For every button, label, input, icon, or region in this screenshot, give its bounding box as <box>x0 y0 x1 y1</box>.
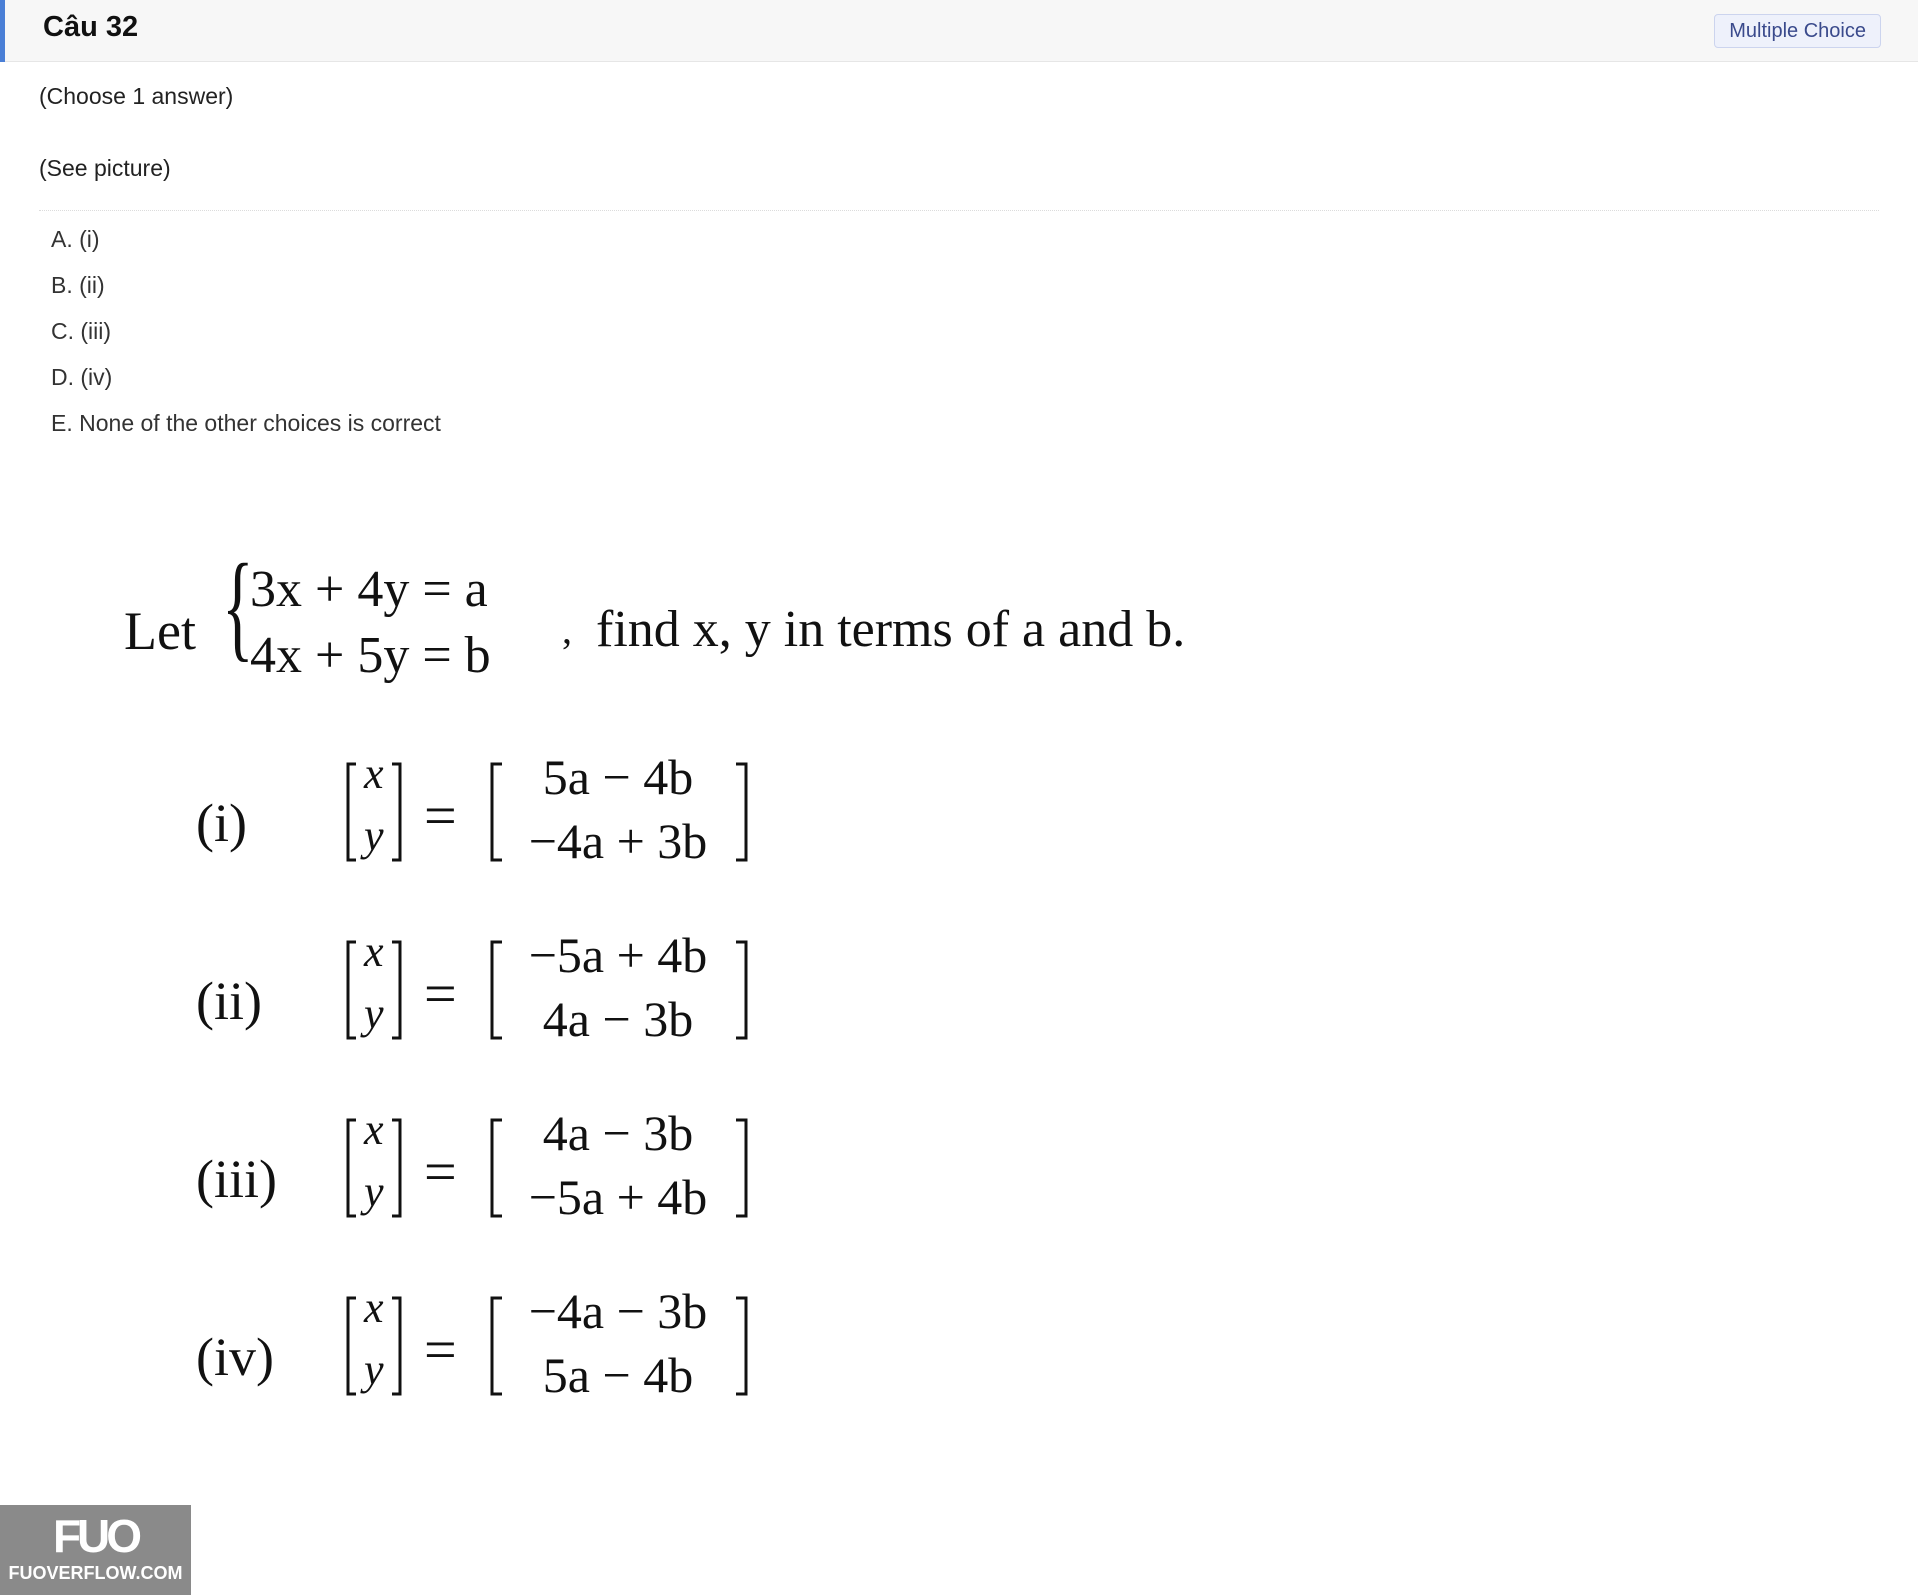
choice-iii <box>196 1105 896 1226</box>
choice-ii <box>196 927 896 1048</box>
lhs-y: y <box>364 811 384 860</box>
rhs-top-entry: −4a − 3b <box>528 1283 708 1339</box>
rhs-bottom-entry: −4a + 3b <box>528 813 708 869</box>
equals-sign: = <box>424 1139 457 1204</box>
option-b[interactable]: B. (ii) <box>51 272 105 298</box>
equals-sign: = <box>424 783 457 848</box>
question-title: Câu 32 <box>43 11 139 43</box>
let-text: Let <box>124 601 196 661</box>
lhs-x: x <box>364 927 384 976</box>
lhs-y: y <box>364 1167 384 1216</box>
lhs-y: y <box>364 1345 384 1394</box>
option-a[interactable]: A. (i) <box>51 226 100 252</box>
lhs-x: x <box>364 1105 384 1154</box>
rhs-top-entry: 5a − 4b <box>542 749 694 805</box>
system-brace: { <box>222 539 254 672</box>
equals-sign: = <box>424 1317 457 1382</box>
lhs-y: y <box>364 989 384 1038</box>
watermark-site-text: FUOVERFLOW.COM <box>8 1563 183 1583</box>
divider <box>39 210 1879 211</box>
rhs-top-entry: −5a + 4b <box>528 927 708 983</box>
question-type-badge: Multiple Choice <box>1714 14 1881 48</box>
choice-roman: (iii) <box>196 1149 277 1209</box>
rhs-bottom-entry: 5a − 4b <box>542 1347 694 1403</box>
watermark-logo-text: FUO <box>52 1510 139 1562</box>
task-text: find x, y in terms of a and b. <box>596 601 1186 658</box>
choice-roman: (ii) <box>196 971 262 1031</box>
choice-i <box>196 749 896 870</box>
rhs-bottom-entry: 4a − 3b <box>542 991 694 1047</box>
see-picture-instruction: (See picture) <box>39 155 171 181</box>
answer-options <box>51 224 441 454</box>
option-d[interactable]: D. (iv) <box>51 364 113 390</box>
system-comma: , <box>562 607 572 652</box>
choose-instruction: (Choose 1 answer) <box>39 83 234 109</box>
lhs-x: x <box>364 749 384 798</box>
choice-roman: (i) <box>196 793 247 853</box>
rhs-top-entry: 4a − 3b <box>542 1105 694 1161</box>
rhs-bottom-entry: −5a + 4b <box>528 1169 708 1225</box>
option-e[interactable]: E. None of the other choices is correct <box>51 410 441 436</box>
lhs-x: x <box>364 1283 384 1332</box>
equation-1: 3x + 4y = a <box>250 561 488 618</box>
header-accent-bar <box>0 0 5 62</box>
watermark-logo <box>0 1505 191 1595</box>
equation-2: 4x + 5y = b <box>250 627 491 684</box>
choice-roman: (iv) <box>196 1327 274 1387</box>
problem-picture <box>110 539 1310 1430</box>
question-header <box>0 0 1918 62</box>
equals-sign: = <box>424 961 457 1026</box>
choice-iv <box>196 1283 896 1404</box>
option-c[interactable]: C. (iii) <box>51 318 112 344</box>
